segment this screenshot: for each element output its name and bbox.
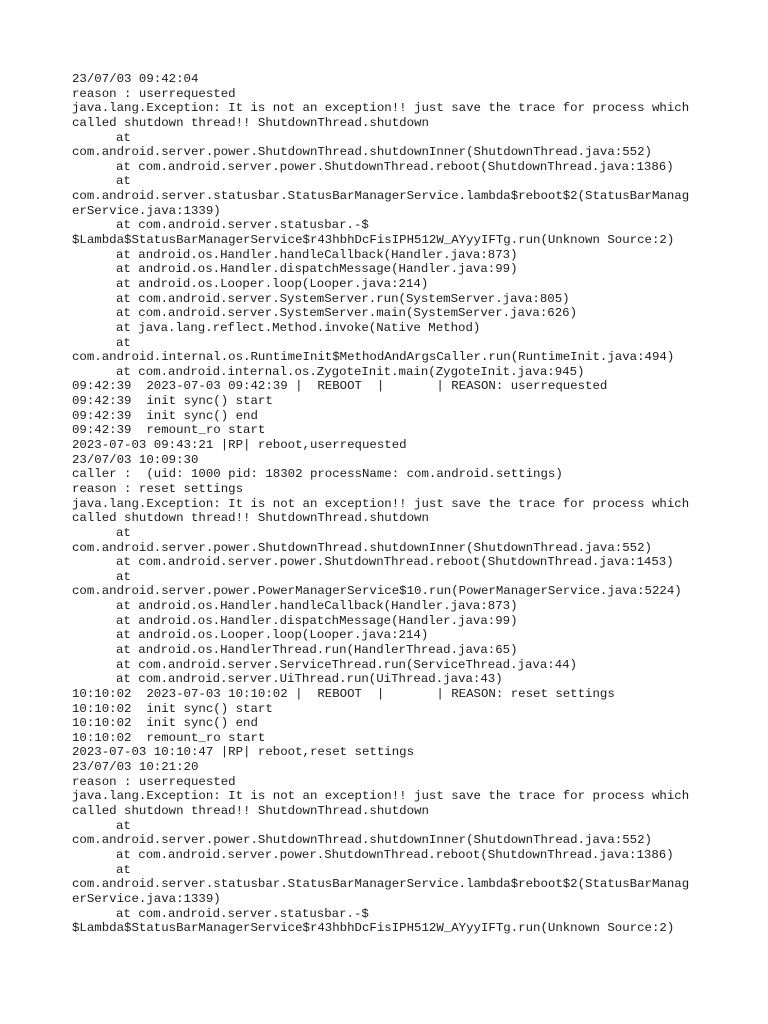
log-line: at com.android.server.power.ShutdownThread.reboot(ShutdownThread.java:1386)	[116, 847, 674, 862]
log-line: at	[116, 174, 131, 189]
log-line: 10:10:02 init sync() end	[72, 716, 258, 731]
log-line: 09:42:39 remount_ro start	[72, 423, 266, 438]
log-line: 23/07/03 10:21:20	[72, 760, 199, 775]
log-line: at	[116, 525, 131, 540]
log-line: at android.os.Looper.loop(Looper.java:214)	[116, 628, 429, 643]
log-line: at java.lang.reflect.Method.invoke(Native Method)	[116, 320, 481, 335]
log-line: reason : userrequested	[72, 86, 236, 101]
log-line: com.android.server.power.ShutdownThread.shutdownInner(ShutdownThread.java:552)	[72, 833, 652, 848]
log-line: 09:42:39 init sync() start	[72, 394, 273, 409]
log-line: at com.android.server.ServiceThread.run(ServiceThread.java:44)	[116, 657, 578, 672]
log-line: 23/07/03 10:09:30	[72, 452, 199, 467]
log-line: at com.android.server.statusbar.-$	[116, 906, 369, 921]
log-line: at	[116, 335, 131, 350]
log-line: at com.android.server.power.ShutdownThread.reboot(ShutdownThread.java:1386)	[116, 159, 674, 174]
log-line: at android.os.Handler.dispatchMessage(Handler.java:99)	[116, 613, 518, 628]
log-line: com.android.server.power.PowerManagerService$10.run(PowerManagerService.java:5224)	[72, 584, 682, 599]
log-line: $Lambda$StatusBarManagerService$r43hbhDcFisIPH512W_AYyyIFTg.run(Unknown Source:2)	[72, 921, 675, 936]
log-line: at android.os.Handler.handleCallback(Handler.java:873)	[116, 599, 518, 614]
log-line: at com.android.server.power.ShutdownThread.reboot(ShutdownThread.java:1453)	[116, 555, 674, 570]
log-line: java.lang.Exception: It is not an exception!! just save the trace for process which	[72, 496, 690, 511]
log-line: com.android.internal.os.RuntimeInit$MethodAndArgsCaller.run(RuntimeInit.java:494)	[72, 350, 675, 365]
log-line: reason : userrequested	[72, 774, 236, 789]
log-line: 09:42:39 init sync() end	[72, 408, 258, 423]
log-line: 09:42:39 2023-07-03 09:42:39 | REBOOT | | REASON: userrequested	[72, 379, 608, 394]
log-line: com.android.server.statusbar.StatusBarManagerService.lambda$reboot$2(StatusBarManag	[72, 877, 690, 892]
log-line: 2023-07-03 10:10:47 |RP| reboot,reset settings	[72, 745, 415, 760]
log-line: at com.android.server.SystemServer.run(SystemServer.java:805)	[116, 291, 570, 306]
log-line: at com.android.internal.os.ZygoteInit.main(ZygoteInit.java:945)	[116, 364, 585, 379]
log-line: at com.android.server.SystemServer.main(SystemServer.java:626)	[116, 306, 578, 321]
log-line: 10:10:02 2023-07-03 10:10:02 | REBOOT | | REASON: reset settings	[72, 686, 615, 701]
log-line: com.android.server.power.ShutdownThread.shutdownInner(ShutdownThread.java:552)	[72, 145, 652, 160]
log-line: java.lang.Exception: It is not an exception!! just save the trace for process which	[72, 101, 690, 116]
log-line: $Lambda$StatusBarManagerService$r43hbhDcFisIPH512W_AYyyIFTg.run(Unknown Source:2)	[72, 233, 675, 248]
log-line: com.android.server.power.ShutdownThread.shutdownInner(ShutdownThread.java:552)	[72, 540, 652, 555]
log-line: at android.os.Looper.loop(Looper.java:214)	[116, 276, 429, 291]
log-line: erService.java:1339)	[72, 203, 221, 218]
log-line: 10:10:02 remount_ro start	[72, 730, 266, 745]
log-line: at	[116, 130, 131, 145]
log-line: at com.android.server.UiThread.run(UiThread.java:43)	[116, 672, 503, 687]
log-line: at com.android.server.statusbar.-$	[116, 218, 369, 233]
log-line: erService.java:1339)	[72, 891, 221, 906]
log-line: called shutdown thread!! ShutdownThread.shutdown	[72, 511, 429, 526]
log-line: at android.os.Handler.handleCallback(Handler.java:873)	[116, 247, 518, 262]
log-line: 23/07/03 09:42:04	[72, 72, 199, 86]
log-line: called shutdown thread!! ShutdownThread.shutdown	[72, 115, 429, 130]
log-line: called shutdown thread!! ShutdownThread.shutdown	[72, 804, 429, 819]
log-text-block	[72, 72, 712, 936]
log-line: java.lang.Exception: It is not an exception!! just save the trace for process which	[72, 789, 690, 804]
log-line: at	[116, 818, 131, 833]
log-line: at	[116, 569, 131, 584]
log-line: at	[116, 862, 131, 877]
log-line: reason : reset settings	[72, 481, 244, 496]
log-line: 10:10:02 init sync() start	[72, 701, 273, 716]
log-line: 2023-07-03 09:43:21 |RP| reboot,userrequested	[72, 438, 407, 453]
log-line: at android.os.Handler.dispatchMessage(Handler.java:99)	[116, 262, 518, 277]
log-line: at android.os.HandlerThread.run(HandlerThread.java:65)	[116, 642, 518, 657]
log-line: caller : (uid: 1000 pid: 18302 processName: com.android.settings)	[72, 467, 563, 482]
log-line: com.android.server.statusbar.StatusBarManagerService.lambda$reboot$2(StatusBarManag	[72, 189, 690, 204]
